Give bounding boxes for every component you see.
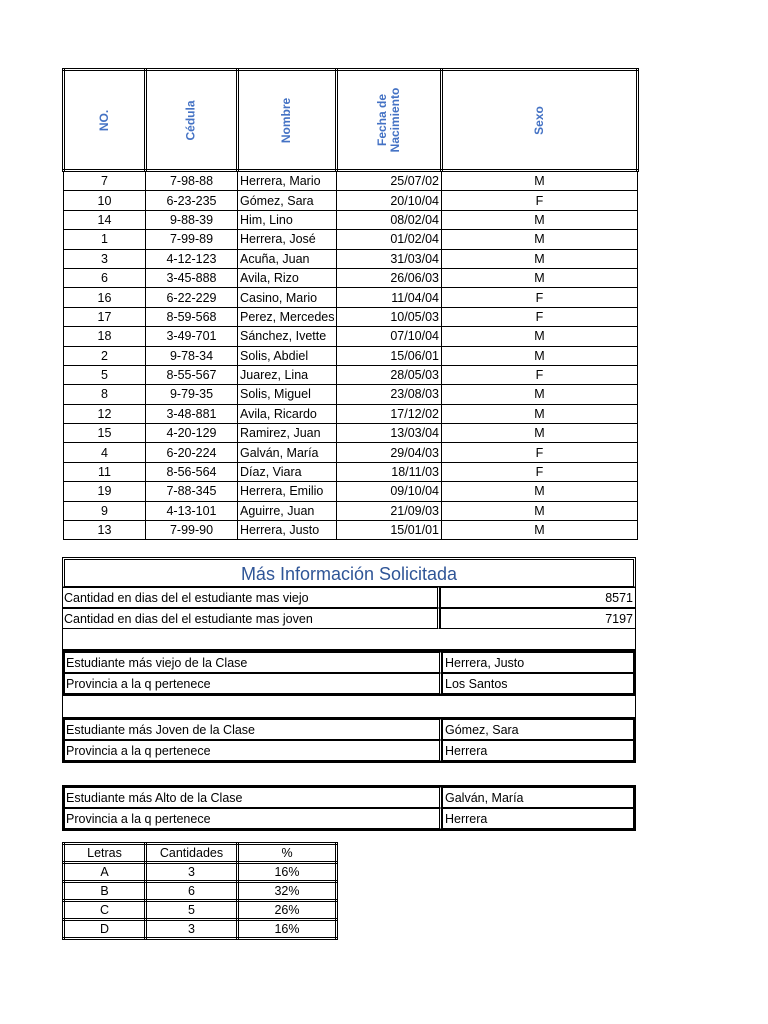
cell-cedula[interactable]: 7-99-90	[146, 521, 238, 540]
tallest-province-value[interactable]: Herrera	[442, 808, 634, 829]
oldest-days-label[interactable]: Cantidad en dias del el estudiante mas viejo	[62, 587, 440, 608]
cell-fecha[interactable]: 23/08/03	[337, 385, 442, 404]
cell-no[interactable]: 10	[64, 191, 146, 210]
cell-fecha[interactable]: 26/06/03	[337, 268, 442, 287]
tallest-student-block	[62, 785, 636, 831]
info-section	[62, 557, 636, 831]
cell-no[interactable]: 13	[64, 521, 146, 540]
cell-cantidad[interactable]: 3	[146, 920, 238, 939]
table-row	[64, 327, 638, 346]
table-row	[64, 404, 638, 423]
table-row	[64, 288, 638, 307]
youngest-student-label[interactable]: Estudiante más Joven de la Clase	[64, 719, 442, 740]
cell-pct[interactable]: 16%	[238, 920, 337, 939]
cell-cedula[interactable]: 3-49-701	[146, 327, 238, 346]
cell-fecha[interactable]: 07/10/04	[337, 327, 442, 346]
cell-fecha[interactable]: 01/02/04	[337, 230, 442, 249]
cell-no[interactable]: 14	[64, 210, 146, 229]
cell-letra[interactable]: B	[64, 882, 146, 901]
cell-fecha[interactable]: 20/10/04	[337, 191, 442, 210]
table-row	[64, 346, 638, 365]
cell-no[interactable]: 2	[64, 346, 146, 365]
cell-nombre[interactable]: Herrera, Mario	[238, 171, 337, 191]
grades-header-cantidades[interactable]: Cantidades	[146, 844, 238, 863]
cell-sexo[interactable]: M	[442, 404, 638, 423]
table-row	[64, 424, 638, 443]
cell-nombre[interactable]: Solis, Miguel	[238, 385, 337, 404]
cell-cedula[interactable]: 9-88-39	[146, 210, 238, 229]
cell-cedula[interactable]: 7-99-89	[146, 230, 238, 249]
youngest-days-row	[62, 608, 636, 629]
cell-sexo[interactable]: M	[442, 268, 638, 287]
header-no[interactable]: NO.	[64, 70, 146, 171]
cell-nombre[interactable]: Perez, Mercedes	[238, 307, 337, 326]
students-header-row	[64, 70, 638, 171]
cell-no[interactable]: 15	[64, 424, 146, 443]
cell-fecha[interactable]: 31/03/04	[337, 249, 442, 268]
cell-nombre[interactable]: Avila, Ricardo	[238, 404, 337, 423]
cell-sexo[interactable]: M	[442, 230, 638, 249]
table-row	[64, 171, 638, 191]
header-nombre[interactable]: Nombre	[238, 70, 337, 171]
cell-no[interactable]: 12	[64, 404, 146, 423]
youngest-student-block	[62, 717, 636, 763]
table-row	[64, 501, 638, 520]
oldest-days-row	[62, 587, 636, 608]
cell-no[interactable]: 6	[64, 268, 146, 287]
cell-fecha[interactable]: 08/02/04	[337, 210, 442, 229]
cell-sexo[interactable]: M	[442, 385, 638, 404]
tallest-student-label[interactable]: Estudiante más Alto de la Clase	[64, 787, 442, 808]
oldest-student-label[interactable]: Estudiante más viejo de la Clase	[64, 652, 442, 673]
spacer-row	[62, 696, 636, 717]
tallest-student-row	[64, 787, 634, 808]
cell-fecha[interactable]: 28/05/03	[337, 365, 442, 384]
cell-cedula[interactable]: 7-88-345	[146, 482, 238, 501]
cell-fecha[interactable]: 18/11/03	[337, 462, 442, 481]
table-row	[64, 863, 337, 882]
cell-fecha[interactable]: 25/07/02	[337, 171, 442, 191]
youngest-province-label[interactable]: Provincia a la q pertenece	[64, 740, 442, 761]
cell-cedula[interactable]: 3-48-881	[146, 404, 238, 423]
cell-sexo[interactable]: F	[442, 365, 638, 384]
cell-sexo[interactable]: F	[442, 191, 638, 210]
cell-sexo[interactable]: M	[442, 501, 638, 520]
cell-fecha[interactable]: 15/01/01	[337, 521, 442, 540]
oldest-student-value[interactable]: Herrera, Justo	[442, 652, 634, 673]
cell-nombre[interactable]: Herrera, Emilio	[238, 482, 337, 501]
youngest-student-value[interactable]: Gómez, Sara	[442, 719, 634, 740]
cell-fecha[interactable]: 10/05/03	[337, 307, 442, 326]
cell-no[interactable]: 3	[64, 249, 146, 268]
table-row	[64, 249, 638, 268]
cell-letra[interactable]: C	[64, 901, 146, 920]
cell-nombre[interactable]: Díaz, Viara	[238, 462, 337, 481]
cell-sexo[interactable]: M	[442, 482, 638, 501]
cell-fecha[interactable]: 17/12/02	[337, 404, 442, 423]
cell-cantidad[interactable]: 6	[146, 882, 238, 901]
cell-no[interactable]: 11	[64, 462, 146, 481]
table-row	[64, 268, 638, 287]
tallest-province-label[interactable]: Provincia a la q pertenece	[64, 808, 442, 829]
cell-nombre[interactable]: Him, Lino	[238, 210, 337, 229]
table-row	[64, 882, 337, 901]
cell-fecha[interactable]: 11/04/04	[337, 288, 442, 307]
tallest-student-value[interactable]: Galván, María	[442, 787, 634, 808]
cell-nombre[interactable]: Casino, Mario	[238, 288, 337, 307]
cell-cedula[interactable]: 6-23-235	[146, 191, 238, 210]
table-row	[64, 901, 337, 920]
table-row	[64, 521, 638, 540]
youngest-province-value[interactable]: Herrera	[442, 740, 634, 761]
cell-cedula[interactable]: 8-55-567	[146, 365, 238, 384]
cell-nombre[interactable]: Aguirre, Juan	[238, 501, 337, 520]
cell-no[interactable]: 17	[64, 307, 146, 326]
oldest-student-row	[64, 652, 634, 673]
cell-fecha[interactable]: 21/09/03	[337, 501, 442, 520]
table-row	[64, 385, 638, 404]
cell-no[interactable]: 5	[64, 365, 146, 384]
cell-no[interactable]: 16	[64, 288, 146, 307]
cell-cedula[interactable]: 6-22-229	[146, 288, 238, 307]
table-row	[64, 230, 638, 249]
cell-nombre[interactable]: Juarez, Lina	[238, 365, 337, 384]
youngest-days-label[interactable]: Cantidad en dias del el estudiante mas joven	[62, 608, 440, 629]
table-row	[64, 482, 638, 501]
cell-no[interactable]: 18	[64, 327, 146, 346]
cell-no[interactable]: 8	[64, 385, 146, 404]
cell-cedula[interactable]: 4-20-129	[146, 424, 238, 443]
cell-fecha[interactable]: 09/10/04	[337, 482, 442, 501]
table-row	[64, 443, 638, 462]
youngest-student-row	[64, 719, 634, 740]
cell-nombre[interactable]: Galván, María	[238, 443, 337, 462]
cell-pct[interactable]: 26%	[238, 901, 337, 920]
cell-no[interactable]: 1	[64, 230, 146, 249]
info-title: Más Información Solicitada	[62, 557, 636, 587]
youngest-province-row	[64, 740, 634, 761]
cell-letra[interactable]: D	[64, 920, 146, 939]
cell-fecha[interactable]: 13/03/04	[337, 424, 442, 443]
cell-sexo[interactable]: F	[442, 462, 638, 481]
cell-no[interactable]: 9	[64, 501, 146, 520]
cell-sexo[interactable]: M	[442, 346, 638, 365]
youngest-days-value[interactable]: 7197	[440, 608, 636, 629]
cell-fecha[interactable]: 29/04/03	[337, 443, 442, 462]
header-fecha[interactable]: Fecha de Nacimiento	[337, 70, 442, 171]
cell-cedula[interactable]: 7-98-88	[146, 171, 238, 191]
cell-nombre[interactable]: Ramirez, Juan	[238, 424, 337, 443]
cell-sexo[interactable]: M	[442, 424, 638, 443]
cell-sexo[interactable]: M	[442, 521, 638, 540]
table-row	[64, 462, 638, 481]
oldest-province-row	[64, 673, 634, 694]
students-table	[62, 68, 639, 540]
tallest-province-row	[64, 808, 634, 829]
cell-cedula[interactable]: 9-79-35	[146, 385, 238, 404]
cell-letra[interactable]: A	[64, 863, 146, 882]
cell-nombre[interactable]: Solis, Abdiel	[238, 346, 337, 365]
cell-sexo[interactable]: M	[442, 249, 638, 268]
cell-cedula[interactable]: 4-12-123	[146, 249, 238, 268]
oldest-student-block	[62, 650, 636, 696]
cell-cedula[interactable]: 9-78-34	[146, 346, 238, 365]
table-row	[64, 920, 337, 939]
table-row	[64, 191, 638, 210]
cell-sexo[interactable]: F	[442, 288, 638, 307]
cell-nombre[interactable]: Acuña, Juan	[238, 249, 337, 268]
grades-body	[64, 863, 337, 939]
cell-cantidad[interactable]: 3	[146, 863, 238, 882]
oldest-province-label[interactable]: Provincia a la q pertenece	[64, 673, 442, 694]
cell-no[interactable]: 4	[64, 443, 146, 462]
spacer-row	[62, 629, 636, 650]
cell-pct[interactable]: 32%	[238, 882, 337, 901]
cell-no[interactable]: 19	[64, 482, 146, 501]
cell-nombre[interactable]: Sánchez, Ivette	[238, 327, 337, 346]
table-row	[64, 210, 638, 229]
table-row	[64, 365, 638, 384]
cell-sexo[interactable]: F	[442, 307, 638, 326]
grades-header-pct[interactable]: %	[238, 844, 337, 863]
header-sexo[interactable]: Sexo	[442, 70, 638, 171]
cell-sexo[interactable]: M	[442, 327, 638, 346]
cell-cedula[interactable]: 6-20-224	[146, 443, 238, 462]
grades-header-letras[interactable]: Letras	[64, 844, 146, 863]
cell-no[interactable]: 7	[64, 171, 146, 191]
cell-sexo[interactable]: F	[442, 443, 638, 462]
grades-table	[62, 842, 338, 940]
cell-fecha[interactable]: 15/06/01	[337, 346, 442, 365]
cell-cedula[interactable]: 8-59-568	[146, 307, 238, 326]
cell-cedula[interactable]: 8-56-564	[146, 462, 238, 481]
oldest-days-value[interactable]: 8571	[440, 587, 636, 608]
cell-cantidad[interactable]: 5	[146, 901, 238, 920]
cell-sexo[interactable]: M	[442, 210, 638, 229]
cell-cedula[interactable]: 3-45-888	[146, 268, 238, 287]
grades-header-row	[64, 844, 337, 863]
cell-pct[interactable]: 16%	[238, 863, 337, 882]
cell-nombre[interactable]: Gómez, Sara	[238, 191, 337, 210]
cell-nombre[interactable]: Herrera, José	[238, 230, 337, 249]
students-body	[64, 171, 638, 540]
table-row	[64, 307, 638, 326]
cell-nombre[interactable]: Herrera, Justo	[238, 521, 337, 540]
oldest-province-value[interactable]: Los Santos	[442, 673, 634, 694]
cell-cedula[interactable]: 4-13-101	[146, 501, 238, 520]
cell-sexo[interactable]: M	[442, 171, 638, 191]
cell-nombre[interactable]: Avila, Rizo	[238, 268, 337, 287]
header-cedula[interactable]: Cédula	[146, 70, 238, 171]
spacer-row	[62, 763, 636, 785]
